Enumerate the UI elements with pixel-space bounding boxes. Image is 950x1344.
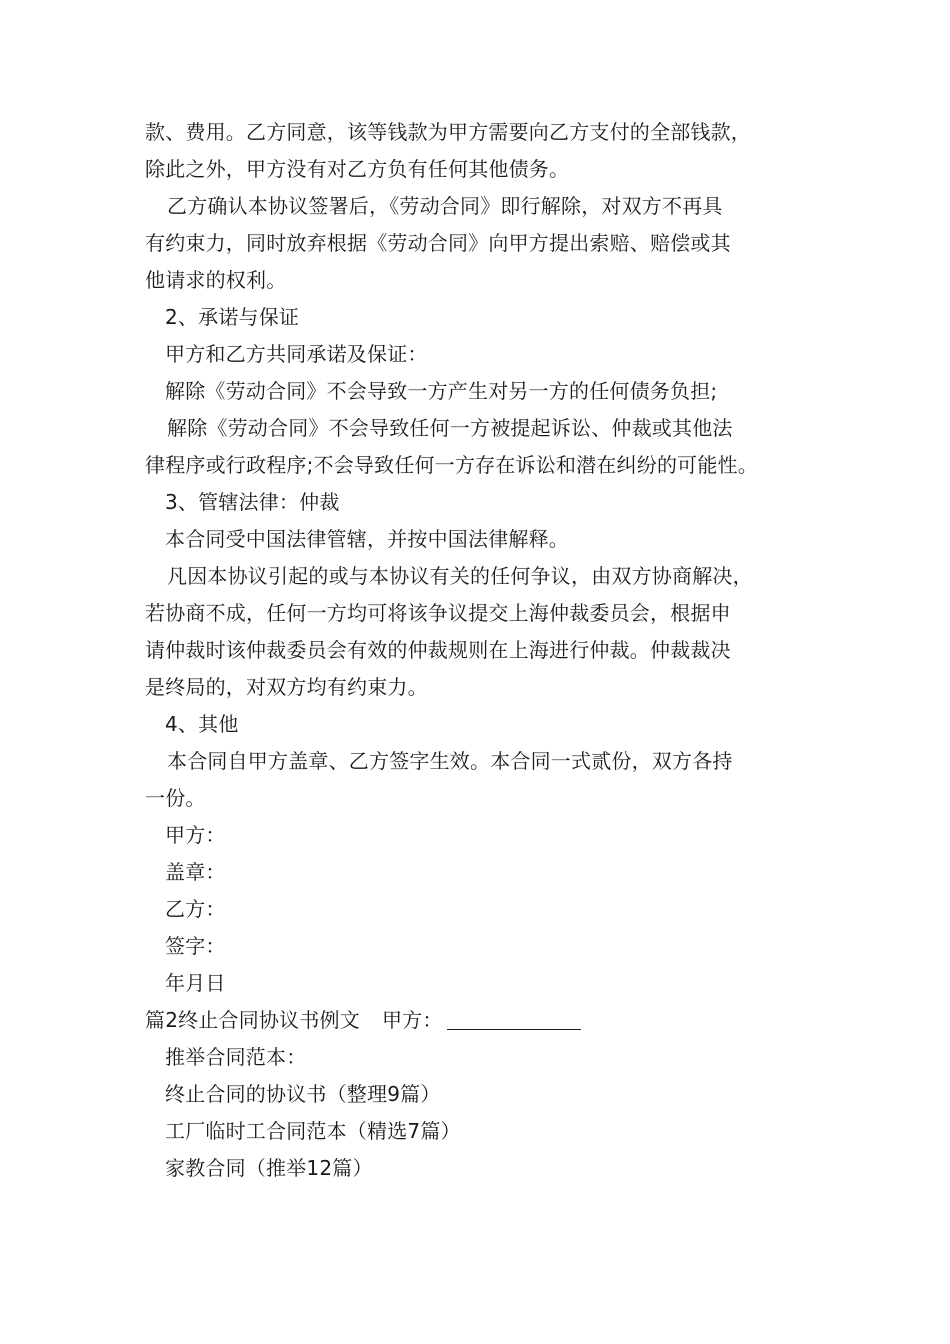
paragraph-line: 凡因本协议引起的或与本协议有关的任何争议，由双方协商解决， — [167, 564, 753, 588]
paragraph-line: 解除《劳动合同》不会导致一方产生对另一方的任何债务负担; — [165, 379, 718, 403]
paragraph-line: 他请求的权利。 — [145, 268, 287, 292]
recommend-link[interactable]: 家教合同（推举12篇） — [165, 1156, 373, 1180]
paragraph-line: 若协商不成，任何一方均可将该争议提交上海仲裁委员会，根据申 — [145, 601, 731, 625]
paragraph-line: 年月日 — [165, 971, 226, 995]
paragraph-line: 签字： — [165, 934, 226, 958]
paragraph-line: 甲方： — [165, 823, 226, 847]
paragraph-line: 盖章： — [165, 860, 226, 884]
paragraph-line: 解除《劳动合同》不会导致任何一方被提起诉讼、仲裁或其他法 — [167, 416, 733, 440]
paragraph-line: 律程序或行政程序;不会导致任何一方存在诉讼和潜在纠纷的可能性。 — [145, 453, 758, 477]
paragraph-line: 乙方： — [165, 897, 226, 921]
paragraph-line: 请仲裁时该仲裁委员会有效的仲裁规则在上海进行仲裁。仲裁裁决 — [145, 638, 731, 662]
party-a-label: 甲方： — [381, 1008, 443, 1032]
document-lines — [145, 114, 835, 1002]
section-header — [145, 1002, 835, 1039]
paragraph-line: 有约束力，同时放弃根据《劳动合同》向甲方提出索赔、赔偿或其 — [145, 231, 731, 255]
section-title: 篇2终止合同协议书例文 — [145, 1008, 360, 1032]
paragraph-line: 本合同受中国法律管辖，并按中国法律解释。 — [165, 527, 569, 551]
document-body — [145, 114, 835, 1187]
paragraph-line: 3、管辖法律：仲裁 — [165, 490, 340, 514]
paragraph-line: 甲方和乙方共同承诺及保证： — [165, 342, 428, 366]
recommend-link[interactable]: 工厂临时工合同范本（精选7篇） — [165, 1119, 461, 1143]
paragraph-line: 4、其他 — [165, 712, 239, 736]
recommend-link[interactable]: 终止合同的协议书（整理9篇） — [165, 1082, 441, 1106]
paragraph-line: 一份。 — [145, 786, 206, 810]
paragraph-line: 除此之外，甲方没有对乙方负有任何其他债务。 — [145, 157, 570, 181]
paragraph-line: 款、费用。乙方同意，该等钱款为甲方需要向乙方支付的全部钱款， — [145, 120, 751, 144]
recommend-heading: 推举合同范本： — [165, 1045, 307, 1069]
party-a-blank — [447, 1007, 581, 1030]
paragraph-line: 乙方确认本协议签署后，《劳动合同》即行解除，对双方不再具 — [167, 194, 723, 218]
paragraph-line: 2、承诺与保证 — [165, 305, 300, 329]
paragraph-line: 是终局的，对双方均有约束力。 — [145, 675, 428, 699]
paragraph-line: 本合同自甲方盖章、乙方签字生效。本合同一式贰份，双方各持 — [167, 749, 733, 773]
